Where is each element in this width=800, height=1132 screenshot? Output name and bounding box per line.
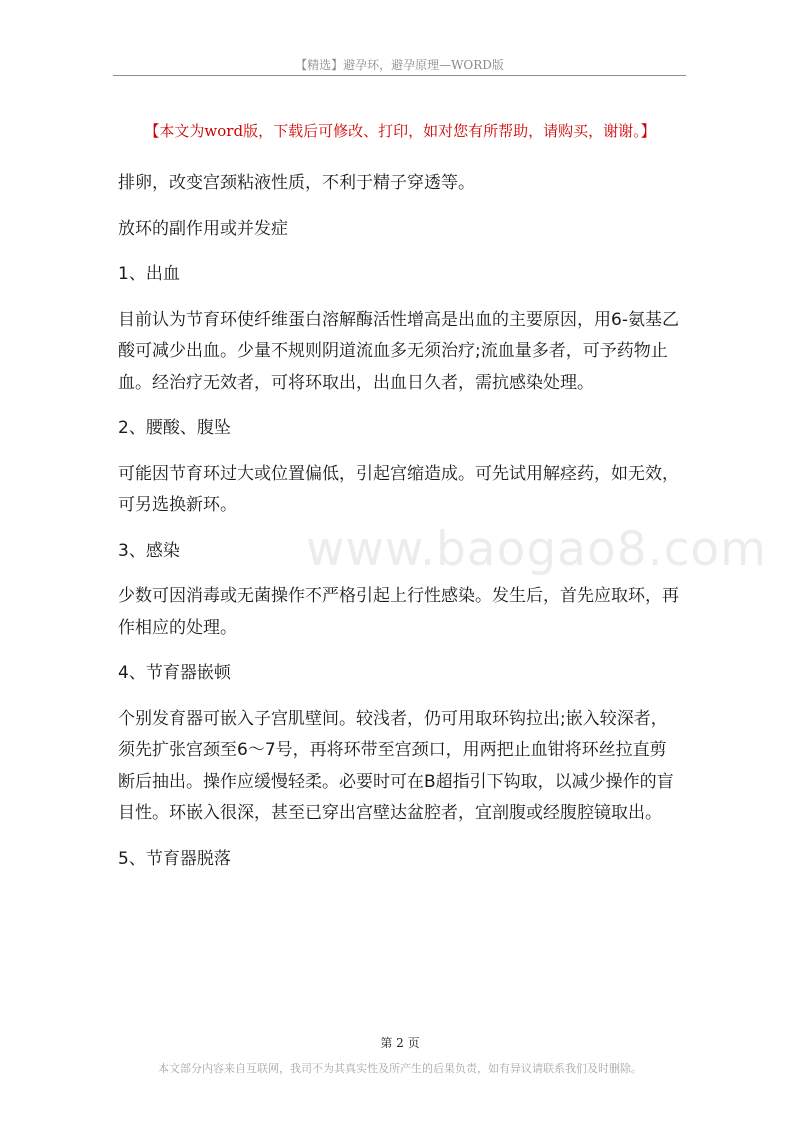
paragraph: 个别发育器可嵌入子宫肌壁间。较浅者，仍可用取环钩拉出;嵌入较深者，须先扩张宫颈至6～7号，再将环带至宫颈口，用两把止血钳将环丝拉直剪断后抽出。操作应缓慢轻柔。必要时可在B超指引下钩取，以减少操作的盲目性。环嵌入很深，甚至已穿出宫壁达盆腔者，宜剖腹或经腹腔镜取出。 <box>118 708 674 823</box>
paragraph: 目前认为节育环使纤维蛋白溶解酶活性增高是出血的主要原因，用6-氨基乙酸可减少出血。少量不规则阴道流血多无须治疗;流血量多者，可予药物止血。经治疗无效者，可将环取出，出血日久者，需抗感染处理。 <box>118 309 679 393</box>
paragraph: 排卵，改变宫颈粘液性质，不利于精子穿透等。 <box>118 173 475 193</box>
page-number: 第 2 页 <box>380 1036 420 1050</box>
page-header: 【精选】避孕环，避孕原理—WORD版 <box>295 58 504 72</box>
subsection-heading: 1、出血 <box>118 264 180 284</box>
watermark: www.baogao8.com <box>306 522 767 577</box>
subsection-heading: 2、腰酸、腹坠 <box>118 418 231 438</box>
page-footer: 本文部分内容来自互联网，我司不为其真实性及所产生的后果负责，如有异议请联系我们及时删除。 <box>158 1062 642 1075</box>
header-divider <box>113 75 686 76</box>
subsection-heading: 4、节育器嵌顿 <box>118 663 231 683</box>
subsection-heading: 3、感染 <box>118 540 180 561</box>
paragraph: 少数可因消毒或无菌操作不严格引起上行性感染。发生后，首先应取环，再作相应的处理。 <box>118 586 679 638</box>
document-body <box>118 168 682 875</box>
paragraph: 可能因节育环过大或位置偏低，引起宫缩造成。可先试用解痉药，如无效，可另选换新环。 <box>118 463 679 515</box>
section-heading: 放环的副作用或并发症 <box>118 218 288 239</box>
purchase-notice: 【本文为word版，下载后可修改、打印，如对您有所帮助，请购买，谢谢。】 <box>144 122 656 140</box>
subsection-heading: 5、节育器脱落 <box>118 848 231 869</box>
